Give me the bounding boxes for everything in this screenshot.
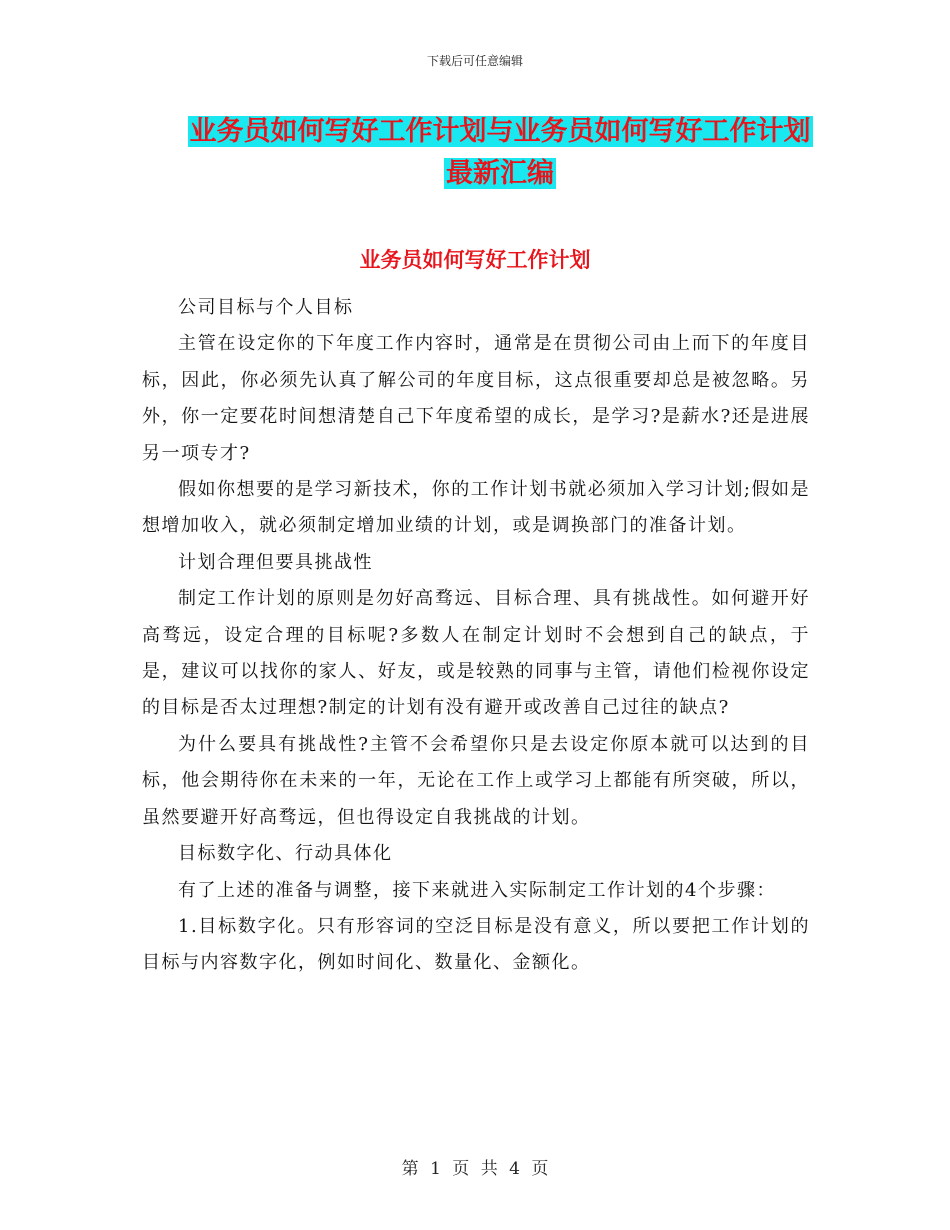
paragraph: 目标数字化、行动具体化 bbox=[178, 843, 393, 865]
page-number-footer: 第 1 页 共 4 页 bbox=[401, 1159, 549, 1179]
paragraph: 有了上述的准备与调整，接下来就进入实际制定工作计划的4个步骤： bbox=[178, 879, 776, 901]
paragraph: 为什么要具有挑战性?主管不会希望你只是去设定你原本就可以达到的目标，他会期待你在未来的一年，无论在工作上或学习上都能有所突破，所以，虽然要避开好高骛远，但也得设定自我挑战的计划。 bbox=[142, 733, 810, 828]
paragraph: 计划合理但要具挑战性 bbox=[178, 551, 373, 573]
paragraph: 假如你想要的是学习新技术，你的工作计划书就必须加入学习计划;假如是想增加收入，就必须制定增加业绩的计划，或是调换部门的准备计划。 bbox=[142, 479, 810, 537]
paragraph: 主管在设定你的下年度工作内容时，通常是在贯彻公司由上而下的年度目标，因此，你必须先认真了解公司的年度目标，这点很重要却总是被忽略。另外，你一定要花时间想清楚自己下年度希望的成长，是学习?是薪水?还是进展另一项专才? bbox=[142, 333, 810, 464]
document-title-line-2 bbox=[140, 152, 860, 196]
title-highlight: 业务员如何写好工作计划与业务员如何写好工作计划 bbox=[189, 116, 811, 147]
paragraph: 制定工作计划的原则是勿好高骛远、目标合理、具有挑战性。如何避开好高骛远，设定合理的目标呢?多数人在制定计划时不会想到自己的缺点，于是，建议可以找你的家人、好友，或是较熟的同事与主管，请他们检视你设定的目标是否太过理想?制定的计划有没有避开或改善自己过往的缺点? bbox=[142, 588, 810, 719]
paragraph: 公司目标与个人目标 bbox=[178, 297, 354, 318]
document-body bbox=[142, 290, 810, 982]
section-heading: 业务员如何写好工作计划 bbox=[359, 247, 591, 272]
paragraph: 1.目标数字化。只有形容词的空泛目标是没有意义，所以要把工作计划的目标与内容数字化，例如时间化、数量化、金额化。 bbox=[142, 915, 810, 974]
title-highlight: 最新汇编 bbox=[446, 158, 554, 189]
page-header-note: 下载后可任意编辑 bbox=[426, 54, 523, 68]
document-title-line-1 bbox=[140, 110, 860, 154]
